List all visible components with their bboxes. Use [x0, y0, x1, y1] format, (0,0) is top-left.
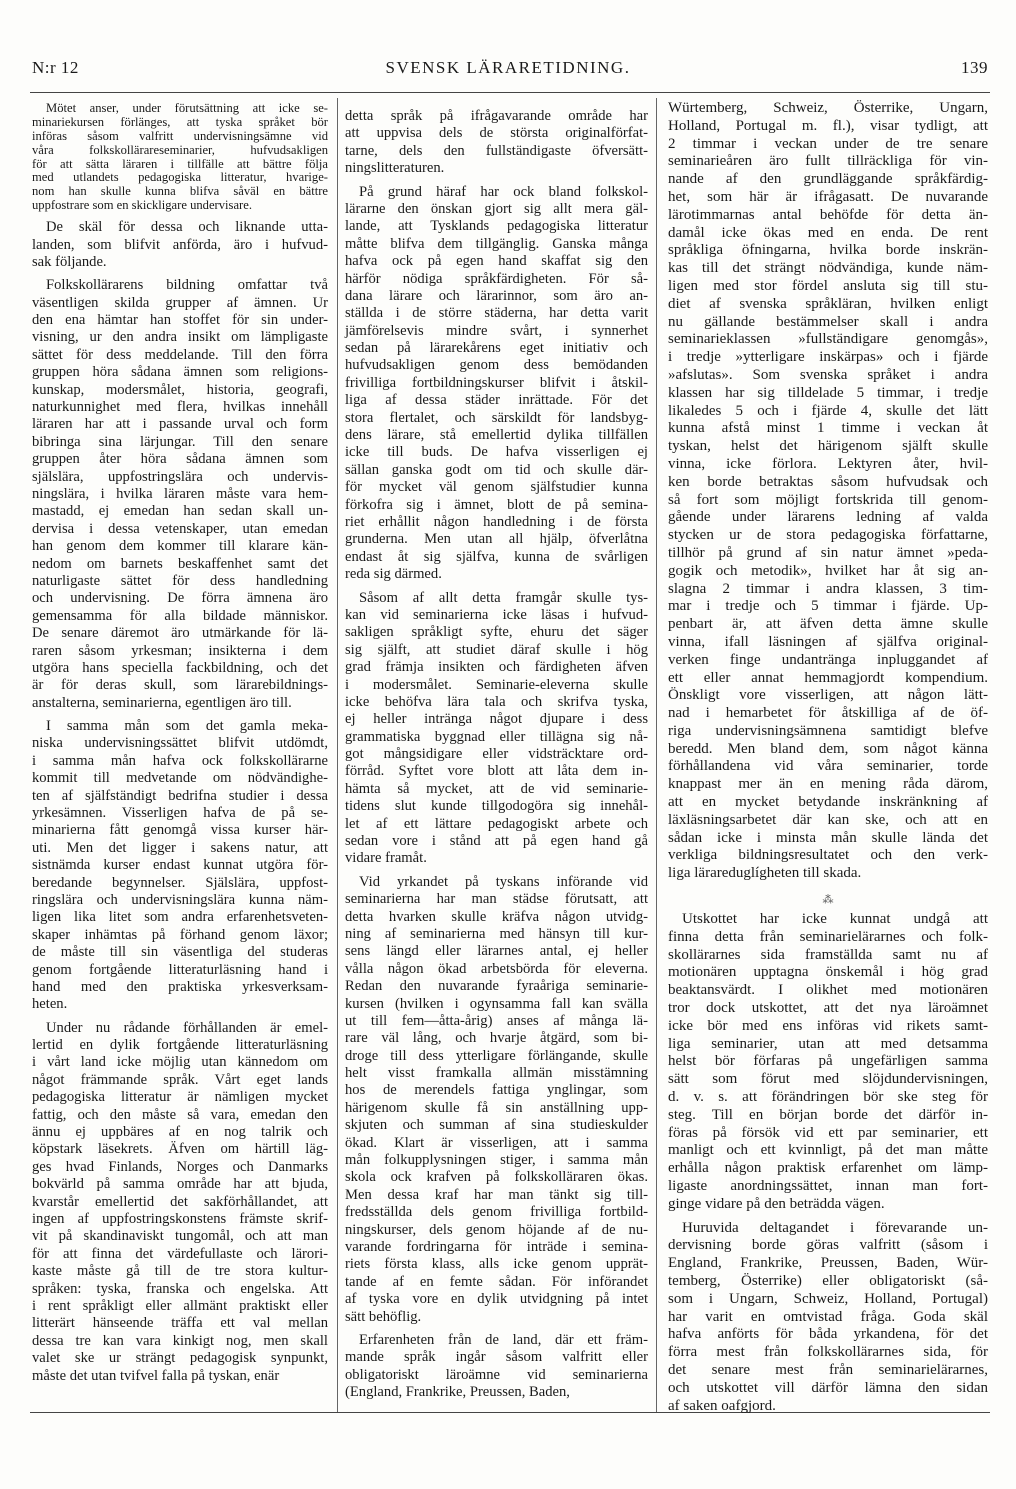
text-line: uppfostrare som en skickligare undervisare.	[32, 198, 252, 213]
text-line: steg. Till en början borde det därför in-	[668, 1106, 988, 1123]
text-line: På grund häraf har ock bland folkskol-	[359, 183, 648, 200]
text-line: kunna afstå minst 1 timme i veckan åt	[668, 420, 988, 437]
text-line: dervisa i dessa vetenskaper, utan emedan	[32, 520, 328, 537]
text-line: ej heller intränga något djupare i dess	[345, 711, 648, 728]
text-line: ut till fem—åtta-årig) anses af många lä-	[345, 1012, 648, 1029]
text-line: ligen lika litet som andra erfarenhetsveten-	[32, 909, 328, 926]
text-line: (England, Frankrike, Preussen, Baden,	[345, 1384, 570, 1401]
text-line: Mötet anser, under förutsättning att icke se-	[46, 101, 328, 115]
text-line: ning af seminarierna med hänsyn till kur-	[345, 925, 648, 942]
text-line: i vårt land icke möjlig utan kännedom om	[32, 1054, 328, 1071]
section-separator: ⁂	[822, 894, 834, 907]
text-line: raren såsom yrkesman; insikterna i dem	[32, 642, 328, 659]
text-line: motionären upptagna önskemål i hög grad	[668, 964, 988, 981]
text-line: själslära, uppfostringslära och undervis-	[32, 468, 328, 485]
text-line: för att sätta läraren i tillfälle att bättre följa	[32, 156, 328, 171]
text-line: gruppen åter höra sådana ämnen som	[32, 451, 328, 468]
column-divider	[337, 98, 338, 1412]
text-line: helst bör förfaras på ungefärligen samma	[668, 1053, 988, 1070]
text-line: sistnämda kurser endast kunnat utgöra för-	[32, 857, 328, 874]
text-line: droge till dess ytterligare förlängande, skulle	[345, 1047, 648, 1064]
text-line: den ena hämtar han stoffet för sin under-	[32, 312, 328, 329]
text-line: skola ock krafven på folkskolläraren ökas.	[345, 1169, 648, 1186]
paragraph	[32, 718, 328, 1014]
issue-number: N:r 12	[32, 58, 79, 77]
paragraph	[668, 911, 988, 1214]
text-line: väsentligen skilda grupper af ämnen. Ur	[32, 294, 328, 311]
text-line: verkliga bildningsresultatet och den verk-	[668, 847, 988, 864]
text-line: mån folkupplysningen stiger, i samma mån	[345, 1152, 648, 1169]
text-line: fattig, och den måste så vara, emedan den	[32, 1106, 328, 1123]
text-line: »afslutas». Som svenska språket i andra	[668, 366, 988, 383]
text-line: gruppen höra sådana ämnen som religions-	[32, 364, 328, 381]
text-line: liga seminarier, utan att med detsamma	[668, 1035, 988, 1052]
text-line: temberg, Österrike) eller obligatoriskt (så-	[668, 1273, 988, 1289]
text-line: Såsom af allt detta framgår skulle tys-	[359, 589, 648, 606]
text-line: kvarstår emellertid det sakförhållandet, att	[32, 1193, 328, 1210]
text-line: jämförelsevis mindre svårt, i synnerhet	[345, 322, 648, 339]
text-line: hafva ock på egen hand skaffat sig den	[345, 253, 648, 270]
text-line: sättet för dess meddelande. Till den förra	[32, 346, 328, 363]
text-line: minariekursen förlänges, att tyska språket bör	[32, 114, 328, 129]
text-line: Redan den nuvarande fyraåriga seminarie-	[345, 978, 648, 995]
text-line: heten.	[32, 996, 68, 1013]
paragraph	[345, 590, 648, 868]
paragraph	[32, 219, 328, 271]
text-line: tyskan, helst det härigenom själft skulle	[668, 438, 988, 455]
text-line: visning, ur den andra insikt om lämpligaste	[32, 329, 328, 346]
text-line: litterärt hänseende träffa ett val mellan	[32, 1315, 328, 1332]
text-line: tande af en femte sådan. För införandet	[345, 1273, 648, 1290]
text-line: let af ett lättare pedagogiskt arbete och	[345, 815, 648, 832]
text-line: grad främja insikten och färdigheten äfven	[345, 659, 648, 676]
text-line: uti. Men det ligger i sakens natur, att	[32, 839, 328, 856]
text-line: hafva anförts för båda yrkandena, för det	[668, 1326, 988, 1343]
text-line: ställda i de större städerna, har detta varit	[345, 305, 648, 322]
text-line: nu gällande bestämmelser skall i andra	[668, 313, 988, 330]
text-line: i samma mån hafva ock folkskollärarne	[32, 752, 328, 769]
text-line: stycken ur de stora pedagogiska författarne,	[668, 527, 988, 544]
text-line: got mångsidigare eller vidsträcktare ord-	[345, 746, 648, 763]
text-line: gemensamma för alla bildade människor.	[32, 607, 328, 624]
newspaper-title: SVENSK LÄRARETIDNING.	[385, 58, 631, 77]
text-line: med utlandets pedagogiska litteratur, hvarige-	[32, 170, 328, 185]
text-line: diet af svenska språkläran, hvilken enligt	[668, 295, 988, 312]
text-line: nad i hemarbetet för åtskilliga af de öf-	[668, 705, 988, 722]
text-line: seminarierna har man städse förutsatt, att	[345, 891, 648, 908]
column-divider	[656, 98, 657, 1412]
text-line: har varit en omtvistad fråga. Goda skäl	[668, 1308, 988, 1325]
text-line: Under nu rådande förhållanden är emel-	[46, 1019, 328, 1036]
text-line: kan vid seminarierna icke läsas i hufvud-	[345, 606, 648, 623]
text-line: sens längd eller lärarnes antal, ej heller	[345, 943, 648, 960]
text-line: ten af själfständigt bedrifna studier i dessa	[32, 787, 328, 804]
text-line: seminarieklassen »fullständigare genomgås»,	[668, 331, 988, 348]
text-line: skaper inhämtas på förhand genom läxor;	[32, 926, 328, 943]
text-line: naturligaste sättet för dess handledning	[32, 572, 328, 589]
paragraph	[345, 108, 648, 178]
text-line: liga af dessa städer inrättade. För det	[345, 392, 648, 409]
text-line: dens lärare, stå emellertid dylika tillfällen	[345, 427, 648, 444]
text-line: landen, som blifvit anförda, äro i hufvud-	[32, 236, 328, 253]
text-line: förra mest från folkskollärarnes sida, för	[668, 1344, 988, 1361]
text-line: detta språk på ifrågavarande område har	[345, 108, 648, 124]
text-line: Men dessa kraf har man tänkt sig till-	[345, 1186, 648, 1203]
text-line: hämta så mycket, att de vid seminarie-	[345, 780, 648, 797]
text-line: fredsställda dels genom frivilliga fortbild-	[345, 1204, 648, 1221]
text-line: valet ske ur strängt pedagogisk synpunkt,	[32, 1350, 328, 1367]
text-line: minarierna fått genomgå vissa kurser här-	[32, 822, 328, 839]
text-column-2	[345, 108, 648, 1408]
text-line: pedagogiska litteratur är nämligen mycket	[32, 1089, 328, 1106]
text-line: kommit till medvetande om nödvändighe-	[32, 770, 328, 787]
text-line: erhålla någon praktisk erfarenhet om lämp-	[668, 1160, 988, 1177]
text-line: beredd. Men bland dem, som något känna	[668, 740, 988, 757]
text-line: han genom dem kommer till klarare kän-	[32, 538, 328, 555]
text-line: skollärarnes sida framställda samt nu af	[668, 946, 988, 963]
text-line: helt visst framkalla allmän misstämning	[345, 1065, 648, 1082]
text-line: bokvärld på samma område har att bjuda,	[32, 1176, 328, 1193]
text-line: skjuten och summan af sina studieskulder	[345, 1117, 648, 1134]
text-column-3	[668, 100, 988, 1421]
text-line: sådan icke i minsta mån skulle lända det	[668, 829, 988, 846]
paragraph	[668, 1220, 988, 1416]
header-rule	[30, 92, 990, 93]
text-line: språkliga öfningarna, hvilka borde inskrän-	[668, 242, 988, 259]
text-line: gogik och metodik», hvilket har åt sig an-	[668, 562, 988, 579]
text-line: något främmande språk. Vårt eget lands	[32, 1071, 328, 1088]
text-line: mastadd, ej emedan han sedan skall un-	[32, 503, 328, 520]
text-line: kas till det strängt nödvändiga, kunde näm-	[668, 260, 988, 277]
text-column-1	[32, 102, 328, 1391]
paragraph	[668, 100, 988, 883]
text-line: våra folkskollärareseminarier, hufvudsakligen	[32, 142, 328, 157]
text-line: De senare däremot äro utmärkande för lä-	[32, 625, 328, 642]
text-line: Huruvida deltagandet i förevarande un-	[682, 1219, 988, 1236]
text-line: kaste måste gå till de tre stora kultur-	[32, 1263, 328, 1280]
text-line: vinna, icke förlora. Lektyren åter, hvil-	[668, 455, 988, 472]
text-line: att uppvisa dels de största originalförfat-	[345, 125, 648, 142]
text-line: utgöra hans speciella fackbildning, och det	[32, 659, 328, 676]
text-line: ligaste anordningssättet, innan man fort-	[668, 1178, 988, 1195]
text-line: bibringa sina lärjungar. Till den senare	[32, 433, 328, 450]
text-line: är för deras skull, som lärarebildnings-	[32, 677, 328, 694]
text-line: verken finge undantränga inpluggandet af	[668, 651, 988, 668]
text-line: grammatiska byggnad eller tillägna sig nå-	[345, 728, 648, 745]
text-line: lärotimmarnas antal behöfde för detta än-	[668, 206, 988, 223]
text-line: mar i tredje och 5 timmar i fjärde. Up-	[668, 598, 988, 615]
text-line: dervisning borde göras valfritt (såsom i	[668, 1237, 988, 1254]
text-line: damål icke ökas med en enda. De rent	[668, 224, 988, 241]
text-line: de måste till sin väsentliga del studeras	[32, 944, 328, 961]
text-line: för mycket väl genom själfstudier kunna	[345, 479, 648, 496]
paragraph	[345, 184, 648, 584]
text-line: och utskottet vill därför lämna den sidan	[668, 1379, 988, 1396]
text-line: föras på försök vid ett par seminarier, ett	[668, 1124, 988, 1141]
text-line: endast åt sig själfva, kunna de svårligen	[345, 548, 648, 565]
text-line: måtte blifva dem tillgänglig. Ganska många	[345, 235, 648, 252]
text-line: sak följande.	[32, 253, 107, 270]
text-line: vålla någon ökad arbetsbörda för eleverna.	[345, 960, 648, 977]
text-line: ges hvad Finlands, Norges och Danmarks	[32, 1158, 328, 1175]
text-line: tidens slut kunde tillgodogöra sig innehål-	[345, 798, 648, 815]
text-line: sig själft, att studiet däraf skulle i hög	[345, 641, 648, 658]
page-number: 139	[961, 58, 988, 77]
text-line: ett eller annat hemmagjordt kompendium.	[668, 669, 988, 686]
text-line: läxläsningsarbetet där kan ske, och att en	[668, 811, 988, 828]
text-line: slagna 2 timmar i andra klassen, 3 tim-	[668, 580, 988, 597]
text-line: så fort som möjligt fortskrida till genom-	[668, 491, 988, 508]
text-line: Vid yrkandet på tyskans införande vid	[359, 873, 648, 890]
text-line: måste det utan tvifvel falla på tyskan, enär	[32, 1367, 280, 1384]
text-line: sakligen språkligt syfte, ehuru det säger	[345, 624, 648, 641]
text-line: riets första klass, alls icke genom upprät-	[345, 1256, 648, 1273]
text-line: knappast mer än en mening råda därom,	[668, 776, 988, 793]
text-line: Würtemberg, Schweiz, Österrike, Ungarn,	[668, 100, 988, 116]
text-line: icke till buds. De hafva visserligen ej	[345, 444, 648, 461]
resolution-paragraph	[32, 102, 328, 213]
text-line: nande af den grundläggande språkfärdig-	[668, 171, 988, 188]
text-line: beaktansvärdt. I olikhet med motionären	[668, 982, 988, 999]
paragraph	[32, 277, 328, 712]
text-line: som i Ungarn, Schweiz, Holland, Portugal)	[668, 1290, 988, 1307]
text-line: lertid en dylik fortgående litteraturläsning	[32, 1037, 328, 1054]
text-line: förkofra sig i ämnet, blott de på semina-	[345, 496, 648, 513]
text-line: dana lärare och lärarinnor, som äro an-	[345, 287, 648, 304]
text-line: Utskottet har icke kunnat undgå att	[682, 911, 988, 928]
text-line: lande, att Tysklands pedagogiska litteratur	[345, 218, 648, 235]
text-line: vinna, ifall läsningen af själfva original-	[668, 633, 988, 650]
text-line: beredande begynnelser. Själslära, uppfost-	[32, 874, 328, 891]
text-line: ringslära och undervisningslära kunna näm-	[32, 891, 328, 908]
text-line: förhållandena vid våra seminarier, torde	[668, 758, 988, 775]
text-line: riga undervisningsämnena samtidigt blefve	[668, 722, 988, 739]
text-line: i modersmålet. Seminarie-eleverna skulle	[345, 676, 648, 693]
paragraph	[32, 1020, 328, 1385]
text-line: språken: tyska, franska och engelska. Att	[32, 1280, 328, 1297]
text-line: nom han skulle kunna blifva såväl en bättre	[32, 184, 328, 199]
text-line: härigenom skulle få sin anställning upp-	[345, 1099, 648, 1116]
text-line: sätt behöflig.	[345, 1308, 422, 1325]
text-line: ligen med stor fördel ansluta sig till stu-	[668, 277, 988, 294]
text-line: förråd. Syftet vore blott att låta dem in-	[345, 763, 648, 780]
text-line: nedom om barnets beskaffenhet samt det	[32, 555, 328, 572]
text-line: sällan ganska godt om tid och skulle där-	[345, 461, 648, 478]
text-line: grunderna. Men utan all hjälp, öfverlåtna	[345, 531, 648, 548]
text-line: rare väl lång, och hvarje åtgärd, som bi-	[345, 1030, 648, 1047]
text-line: icke behöfva lära tala och skrifva tyska,	[345, 693, 648, 710]
text-line: finna detta från seminarielärarnes och folk-	[668, 928, 988, 945]
text-line: i tredje »ytterligare inskärpas» och i fjärde	[668, 349, 988, 366]
text-line: manligt och ett kvinnligt, på det man måtte	[668, 1142, 988, 1159]
text-line: och undervisning. De förra ämnena äro	[32, 590, 328, 607]
text-line: anstalterna, seminarierna, egentligen äro till.	[32, 694, 292, 711]
paragraph	[345, 1332, 648, 1402]
text-line: klassen har sig tilldelade 5 timmar, i tredje	[668, 384, 988, 401]
text-line: De skäl för dessa och liknande utta-	[46, 219, 328, 236]
text-line: af tyska vore en dylik utvidgning på intet	[345, 1291, 648, 1308]
text-line: införas såsom valfritt undervisningsämne vid	[32, 128, 328, 143]
text-line: för att finna det värdefullaste och lärori-	[32, 1245, 328, 1262]
text-line: tarne, dels den fullständigaste öfversätt-	[345, 142, 648, 159]
paragraph	[345, 874, 648, 1326]
text-line: riet erhållit någon handledning i de första	[345, 513, 648, 530]
text-line: I samma mån som det gamla meka-	[46, 718, 328, 735]
text-line: ningslitteraturen.	[345, 160, 445, 177]
text-line: stora flertalet, och särskildt för landsbyg-	[345, 409, 648, 426]
text-line: tror dock utskottet, att det nya läroämnet	[668, 1000, 988, 1017]
text-line: gående under lärarens ledning af valda	[668, 509, 988, 526]
text-line: frivilliga fortbildningskurser blifvit i åtskil-	[345, 374, 648, 391]
text-line: detta hvarken skulle kräfva någon utvidg-	[345, 908, 648, 925]
text-line: Önskligt vore visserligen, att någon lätt-	[668, 687, 988, 704]
text-line: kunskap, modersmålet, historia, geografi,	[32, 381, 328, 398]
text-line: d. v. s. att förändringen bör ske steg för	[668, 1089, 988, 1106]
text-line: af saken oafgjord.	[668, 1397, 776, 1414]
text-line: obligatoriskt läroämne vid seminarierna	[345, 1366, 648, 1383]
text-line: seminarieåren äro fullt tillräckliga för vin-	[668, 153, 988, 170]
text-line: ningslära, i hvilka läraren måste vara hem-	[32, 485, 328, 502]
text-line: sedan vore i stånd att på egen hand gå	[345, 833, 648, 850]
text-line: lärarne den önskan gjort sig allt mera gäl-	[345, 200, 648, 217]
text-line: England, Frankrike, Preussen, Baden, Wür-	[668, 1255, 988, 1272]
text-line: hufvudsakligen genom dess bemödanden	[345, 357, 648, 374]
text-line: penbart är, att äfven detta ämne skulle	[668, 616, 988, 633]
text-line: icke bör med ens införas vid rikets samt-	[668, 1017, 988, 1034]
text-line: sedan på lärarekårens eget initiativ och	[345, 340, 648, 357]
text-line: det senare mest från seminarielärarnes,	[668, 1361, 988, 1378]
text-line: ginge vidare på den beträdda vägen.	[668, 1195, 885, 1212]
text-line: likaledes 5 och i fjärde 4, skulle det lätt	[668, 402, 988, 419]
text-line: ingen af uppfostringskonstens främste skrif-	[32, 1211, 328, 1227]
text-line: tillhör på grund af sin natur ämnet »peda-	[668, 544, 988, 561]
text-line: 2 timmar i veckan under de tre senare	[668, 135, 988, 152]
text-line: köpstark läsekrets. Äfven om härtill läg-	[32, 1141, 328, 1158]
text-line: kursen (hvilken i ogynsamma fall kan svälla	[345, 995, 648, 1012]
text-line: genom fortgående litteraturläsning hand i	[32, 961, 328, 978]
text-line: naturkunnighet med flera, hvilkas innehåll	[32, 399, 328, 416]
text-line: mande språk ingår såsom valfritt eller	[345, 1349, 648, 1366]
text-line: Holland, Portugal m. fl.), visar tydligt, att	[668, 117, 988, 134]
text-line: ännu ej uppbäres af en nog talrik och	[32, 1124, 328, 1141]
text-line: liga lärareduglígheten till skada.	[668, 865, 862, 882]
text-line: ningskurser, dels genom höjande af de nu-	[345, 1221, 648, 1238]
text-line: Erfarenheten från de land, där ett främ-	[359, 1331, 648, 1348]
text-line: ökad. Klart är visserligen, att i samma	[345, 1134, 648, 1151]
text-line: niska undervisningssättet blifvit utdömdt,	[32, 735, 328, 752]
text-line: att en mycket betydande inskränkning af	[668, 794, 988, 811]
text-line: vidare framåt.	[345, 850, 427, 867]
text-line: ken borde betraktas såsom hufvudsak och	[668, 473, 988, 490]
text-line: härför nödiga språkfärdigheten. För så-	[345, 270, 648, 287]
text-line: hand med den praktiska yrkesverksam-	[32, 978, 328, 995]
text-line: varande fordringarna för inträde i semina-	[345, 1239, 648, 1255]
text-line: läraren har att i passande urval och form	[32, 416, 328, 433]
text-line: yrkesämnen. Visserligen hafva de på se-	[32, 805, 328, 822]
text-line: i rent språkligt eller allmänt praktiskt eller	[32, 1297, 328, 1314]
text-line: reda sig därmed.	[345, 566, 442, 583]
text-line: dessa tre kan vara kinkigt nog, men skall	[32, 1332, 328, 1349]
text-line: Folkskollärarens bildning omfattar två	[46, 277, 328, 294]
text-line: sätt som förut med slöjdundervisningen,	[668, 1071, 988, 1088]
text-line: het, som här är ifrågasatt. De nuvarande	[668, 188, 988, 205]
text-line: vit på skandinaviskt tungomål, och att man	[32, 1228, 328, 1245]
text-line: hos de merendels fattiga ynglingar, som	[345, 1082, 648, 1099]
